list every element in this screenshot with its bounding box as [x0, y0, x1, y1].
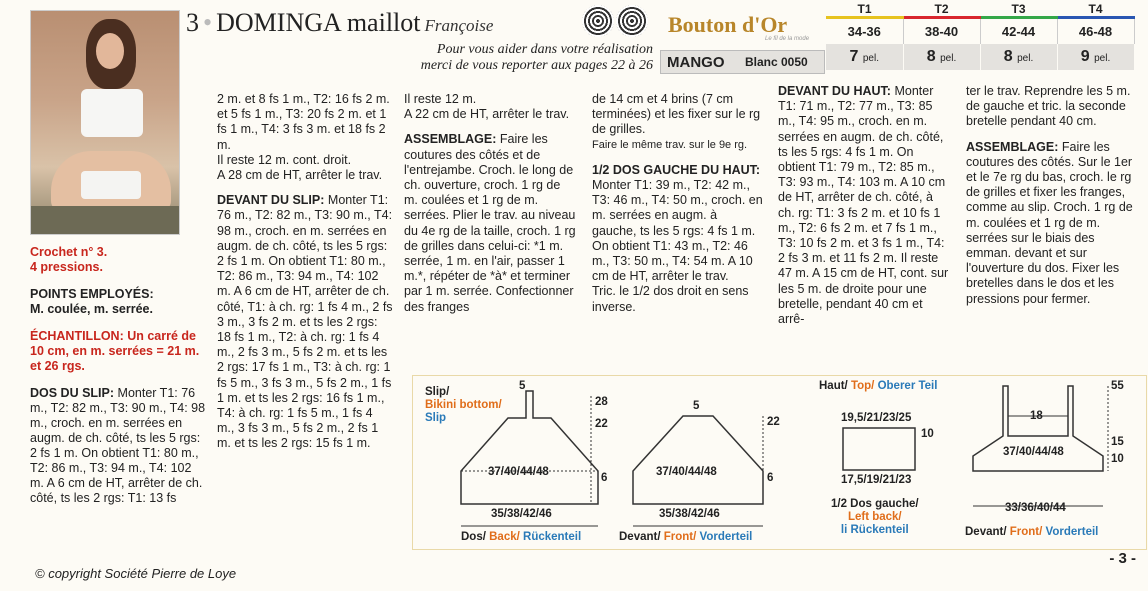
col6-p1: ter le trav. Reprendre les 5 m. de gauche et tric. la seconde bretelle pendant 40 cm.: [966, 84, 1131, 129]
d2-caption: Devant/ Front/ Vorderteil: [619, 531, 753, 543]
d1-h2: 22: [595, 418, 608, 430]
ball-count: 8 pel.: [903, 44, 980, 70]
designer-name: Françoise: [424, 16, 494, 35]
page-number: - 3 -: [1109, 550, 1136, 567]
haut-label: Haut/ Top/ Oberer Teil: [819, 380, 938, 392]
d4-strap: 18: [1030, 410, 1043, 422]
d2-top: 5: [693, 400, 700, 412]
d3-top: 19,5/21/23/25: [841, 412, 912, 424]
d1-top: 5: [519, 380, 526, 392]
yarn-color: Blanc 0050: [745, 55, 808, 69]
d3-bottom: 17,5/19/21/23: [841, 474, 912, 486]
col4-note: Faire le même trav. sur le 9e rg.: [592, 138, 748, 151]
pressions: 4 pressions.: [30, 260, 103, 274]
text-column-2: [217, 92, 393, 452]
size-label: T2: [903, 2, 980, 18]
d4-h2: 15: [1111, 436, 1124, 448]
crochet-size: Crochet n° 3.: [30, 245, 108, 259]
d1-h1: 28: [595, 396, 608, 408]
col2-p1: 2 m. et 8 fs 1 m., T2: 16 fs 2 m. et 5 fs 1 m., T3: 20 fs 2 m. et 1 fs 1 m., T4: 3 fs 3 m. et 18 fs 2 m.: [217, 92, 390, 152]
size-range: 34-36: [826, 18, 903, 44]
size-label: T3: [980, 2, 1057, 18]
pattern-number: 3: [186, 8, 199, 37]
d3-caption: 1/2 Dos gauche/ Left back/ li Rückenteil: [831, 498, 919, 536]
devant-haut-text: Monter T1: 71 m., T2: 77 m., T3: 85 m., T4: 95 m., croch. en m. serrées en augm. de ch. côté, ts les 5 rgs: 4 fs 1 m. On obtient T1: 79 m., T2: 85 m., T3: 93 m., T4: 103 m. A 10 cm de HT, arrêter de ch. côté, à ch. rg: T1: 3 fs 2 m. et 10 fs 1 m., T2: 6 fs 2 m. et 7 fs 1 m., T3: 10 fs 2 m. et 3 fs 1 m., T4: 2 fs 3 m. et 11 fs 2 m. Il reste 47 m. A 15 cm de HT, cont. sur les 5 m. de droite pour une bretelle, pendant 40 cm et arrê-: [778, 84, 949, 327]
d4-h3: 10: [1111, 453, 1124, 465]
yarn-box: [660, 50, 825, 74]
col3-p1: Il reste 12 m.: [404, 92, 477, 106]
size-range: 38-40: [903, 18, 980, 44]
col4-tric: Tric. le 1/2 dos droit en sens inverse.: [592, 284, 749, 314]
info-line-1: Pour vous aider dans votre réalisation: [436, 42, 653, 57]
ball-count: 9 pel.: [1057, 44, 1134, 70]
d2-bottom: 35/38/42/46: [659, 508, 720, 520]
dos-gauche-text: Monter T1: 39 m., T2: 42 m., T3: 46 m., T4: 50 m., croch. en m. serrées en augm. à gauche, ts les 5 rgs: 4 fs 1 m. On obtient T1: 43 m., T2: 46 m., T3: 50 m., T4: 54 m. A 10 cm de HT, arrêter le trav.: [592, 178, 763, 284]
d1-bottom: 35/38/42/46: [491, 508, 552, 520]
d4-caption: Devant/ Front/ Vorderteil: [965, 526, 1099, 538]
size-label: T1: [826, 2, 903, 18]
col3-p2: A 22 cm de HT, arrêter le trav.: [404, 107, 570, 122]
text-column-4: [592, 92, 764, 315]
dos-slip-title: DOS DU SLIP:: [30, 386, 115, 400]
d4-mid: 37/40/44/48: [1003, 446, 1064, 458]
model-photo: [30, 10, 180, 235]
assemblage-haut-text: Faire les coutures des côtés. Sur le 1er et le 7e rg du bas, croch. le rg de grilles et fixer les franges, comme au slip. Croch. 1 rg de m. coulées et 1 rg de m. serrées sur le biais des emman. devant et sur l'ouverture du dos. Fixer les bretelles dans le dos et les pressions pour fermer.: [966, 139, 1133, 306]
schema-drawings: [413, 376, 1148, 551]
dos-gauche-shape: [843, 428, 915, 470]
yarn-spiral-icon: [582, 5, 614, 37]
brand-tagline: Le fil de la mode: [765, 36, 810, 42]
ball-count: 8 pel.: [980, 44, 1057, 70]
schema-panel: [412, 375, 1147, 550]
devant-haut-title: DEVANT DU HAUT:: [778, 84, 891, 98]
echantillon: ÉCHANTILLON: Un carré de 10 cm, en m. serrées = 21 m. et 26 rgs.: [30, 329, 200, 373]
dos-slip-text: Monter T1: 76 m., T2: 82 m., T3: 90 m., T4: 98 m., croch. en m. serrées en augm. de ch. côté, ts les 5 rgs: 2 fs 1 m. On obtient T1: 80 m., T2: 86 m., T3: 94 m., T4: 102 m. A 6 cm de HT, arrêter de ch. côté, ts les 2 rgs: T1: 13 fs: [30, 386, 206, 505]
assemblage-haut-title: ASSEMBLAGE:: [966, 139, 1059, 154]
title-bullet: •: [203, 8, 213, 37]
size-table: [826, 2, 1135, 70]
left-column: [30, 245, 208, 506]
d1-side: 6: [601, 472, 608, 484]
d1-caption: Dos/ Back/ Rückenteil: [461, 531, 582, 543]
info-line-2: merci de vous reporter aux pages 22 à 26: [420, 58, 653, 73]
title-row: [186, 8, 493, 38]
d1-mid: 37/40/44/48: [488, 466, 549, 478]
yarn-name: MANGO: [667, 53, 725, 71]
d2-side: 6: [767, 472, 774, 484]
brand-logo: Bouton d'Or: [668, 12, 788, 37]
d3-side: 10: [921, 428, 934, 440]
col2-p3: A 28 cm de HT, arrêter le trav.: [217, 168, 383, 183]
text-column-6: [966, 84, 1140, 307]
yarn-spiral-icon: [616, 5, 648, 37]
pattern-title: DOMINGA maillot: [216, 8, 421, 37]
size-label: T4: [1057, 2, 1134, 18]
points-text: M. coulée, m. serrée.: [30, 302, 153, 316]
size-range: 46-48: [1057, 18, 1134, 44]
ball-count: 7 pel.: [826, 44, 903, 70]
d4-h1: 55: [1111, 380, 1124, 392]
d2-h1: 22: [767, 416, 780, 428]
assemblage-text: Faire les coutures des côtés et de l'entrejambe. Croch. le long de ch. ouverture, croch. 1 rg de m. coulées et 1 rg de m. serrées. Plier le trav. au niveau du 4e rg de la taille, croch. 1 rg de grilles dans celui-ci: *1 m. serrée, 1 m. en l'air, passer 1 m.*, répéter de *à* et terminer par 1 m. serrée. Confectionner des franges: [404, 132, 576, 314]
devant-slip-text: Monter T1: 76 m., T2: 82 m., T3: 90 m., T4: 98 m., croch. en m. serrées en augm. de ch. côté, ts les 5 rgs: 2 fs 1 m. On obtient T1: 80 m., T2: 86 m., T3: 94 m., T4: 102 m. A 6 cm de HT, arrêter de ch. côté, T1: à ch. rg: 1 fs 4 m., 2 fs 3 m., 3 fs 2 m. et ts les 2 rgs: 18 fs 1 m., T2: à ch. rg: 1 fs 4 m., 2 fs 3 m., 5 fs 2 m. et ts les 2 rgs: 17 fs 1 m., T3: à ch. rg: 1 fs 5 m., 3 fs 3 m., 5 fs 2 m., 1 fs 1 m. et ts les 2 rgs: 16 fs 1 m., T4: à ch. rg: 1 fs 5 m., 1 fs 4 m., 3 fs 3 m., 5 fs 2 m., 2 fs 1 m. et ts les 2 rgs: 15 fs 1 m.: [217, 193, 393, 451]
col4-p1: de 14 cm et 4 brins (7 cm terminées) et les fixer sur le rg de grilles.: [592, 92, 761, 137]
text-column-3: [404, 92, 576, 315]
d4-bottom: 33/36/40/44: [1005, 502, 1066, 514]
assemblage-title: ASSEMBLAGE:: [404, 132, 497, 147]
copyright: © copyright Société Pierre de Loye: [35, 566, 237, 581]
slip-label: Slip/ Bikini bottom/ Slip: [425, 386, 502, 424]
reference-note: [370, 42, 653, 74]
devant-slip-title: DEVANT DU SLIP:: [217, 193, 325, 208]
text-column-5: [778, 84, 952, 327]
d2-mid: 37/40/44/48: [656, 466, 717, 478]
devant-slip-shape: [633, 416, 763, 504]
dos-gauche-title: 1/2 DOS GAUCHE DU HAUT:: [592, 162, 761, 177]
size-range: 42-44: [980, 18, 1057, 44]
points-title: POINTS EMPLOYÉS:: [30, 287, 154, 301]
col2-p2: Il reste 12 m. cont. droit.: [217, 152, 352, 167]
